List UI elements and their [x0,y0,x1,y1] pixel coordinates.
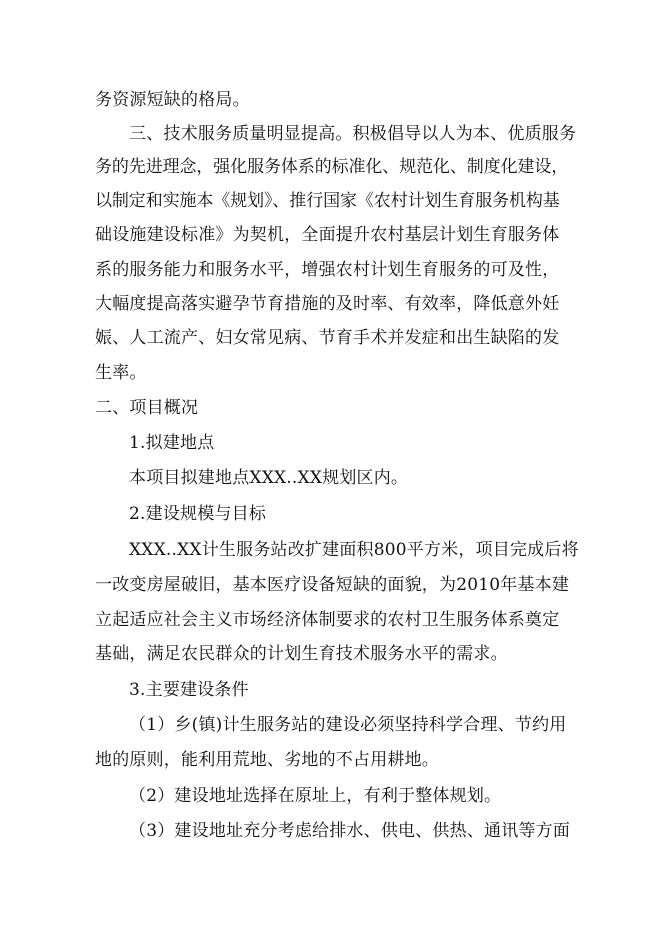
paragraph-line: 务的先进理念，强化服务体系的标准化、规范化、制度化建设， [95,157,569,177]
paragraph-line: 一改变房屋破旧，基本医疗设备短缺的面貌，为2010年基本建 [95,575,570,595]
paragraph-line: 务资源短缺的格局。 [95,90,250,110]
paragraph-line: （2）建设地址选择在原址上，有利于整体规划。 [129,786,502,806]
paragraph-line: 本项目拟建地点XXX..XX规划区内。 [129,468,409,488]
paragraph-line: 三、技术服务质量明显提高。积极倡导以人为本、优质服务 [129,124,577,144]
paragraph-line: 以制定和实施本《规划》、推行国家《农村计划生育服务机构基 [95,191,560,211]
paragraph-line: 娠、人工流产、妇女常见病、节育手术并发症和出生缺陷的发 [95,328,560,348]
paragraph-line: 础设施建设标准》为契机，全面提升农村基层计划生育服务体 [95,225,560,245]
paragraph-line: 地的原则，能利用荒地、劣地的不占用耕地。 [95,750,439,770]
paragraph-line: 生率。 [95,363,147,383]
subsection-heading: 1.拟建地点 [129,433,215,453]
subsection-heading: 3.主要建设条件 [129,680,249,700]
paragraph-line: （3）建设地址充分考虑给排水、供电、供热、通讯等方面 [129,821,571,841]
paragraph-line: XXX..XX计生服务站改扩建面积800平方米，项目完成后将 [129,540,579,560]
paragraph-line: 大幅度提高落实避孕节育措施的及时率、有效率，降低意外妊 [95,294,560,314]
section-heading: 二、项目概况 [95,398,199,418]
subsection-heading: 2.建设规模与目标 [129,504,267,524]
paragraph-line: （1）乡(镇)计生服务站的建设必须坚持科学合理、节约用 [129,715,567,735]
paragraph-line: 基础，满足农民群众的计划生育技术服务水平的需求。 [95,644,508,664]
paragraph-line: 系的服务能力和服务水平，增强农村计划生育服务的可及性， [95,260,560,280]
paragraph-line: 立起适应社会主义市场经济体制要求的农村卫生服务体系奠定 [95,610,560,630]
